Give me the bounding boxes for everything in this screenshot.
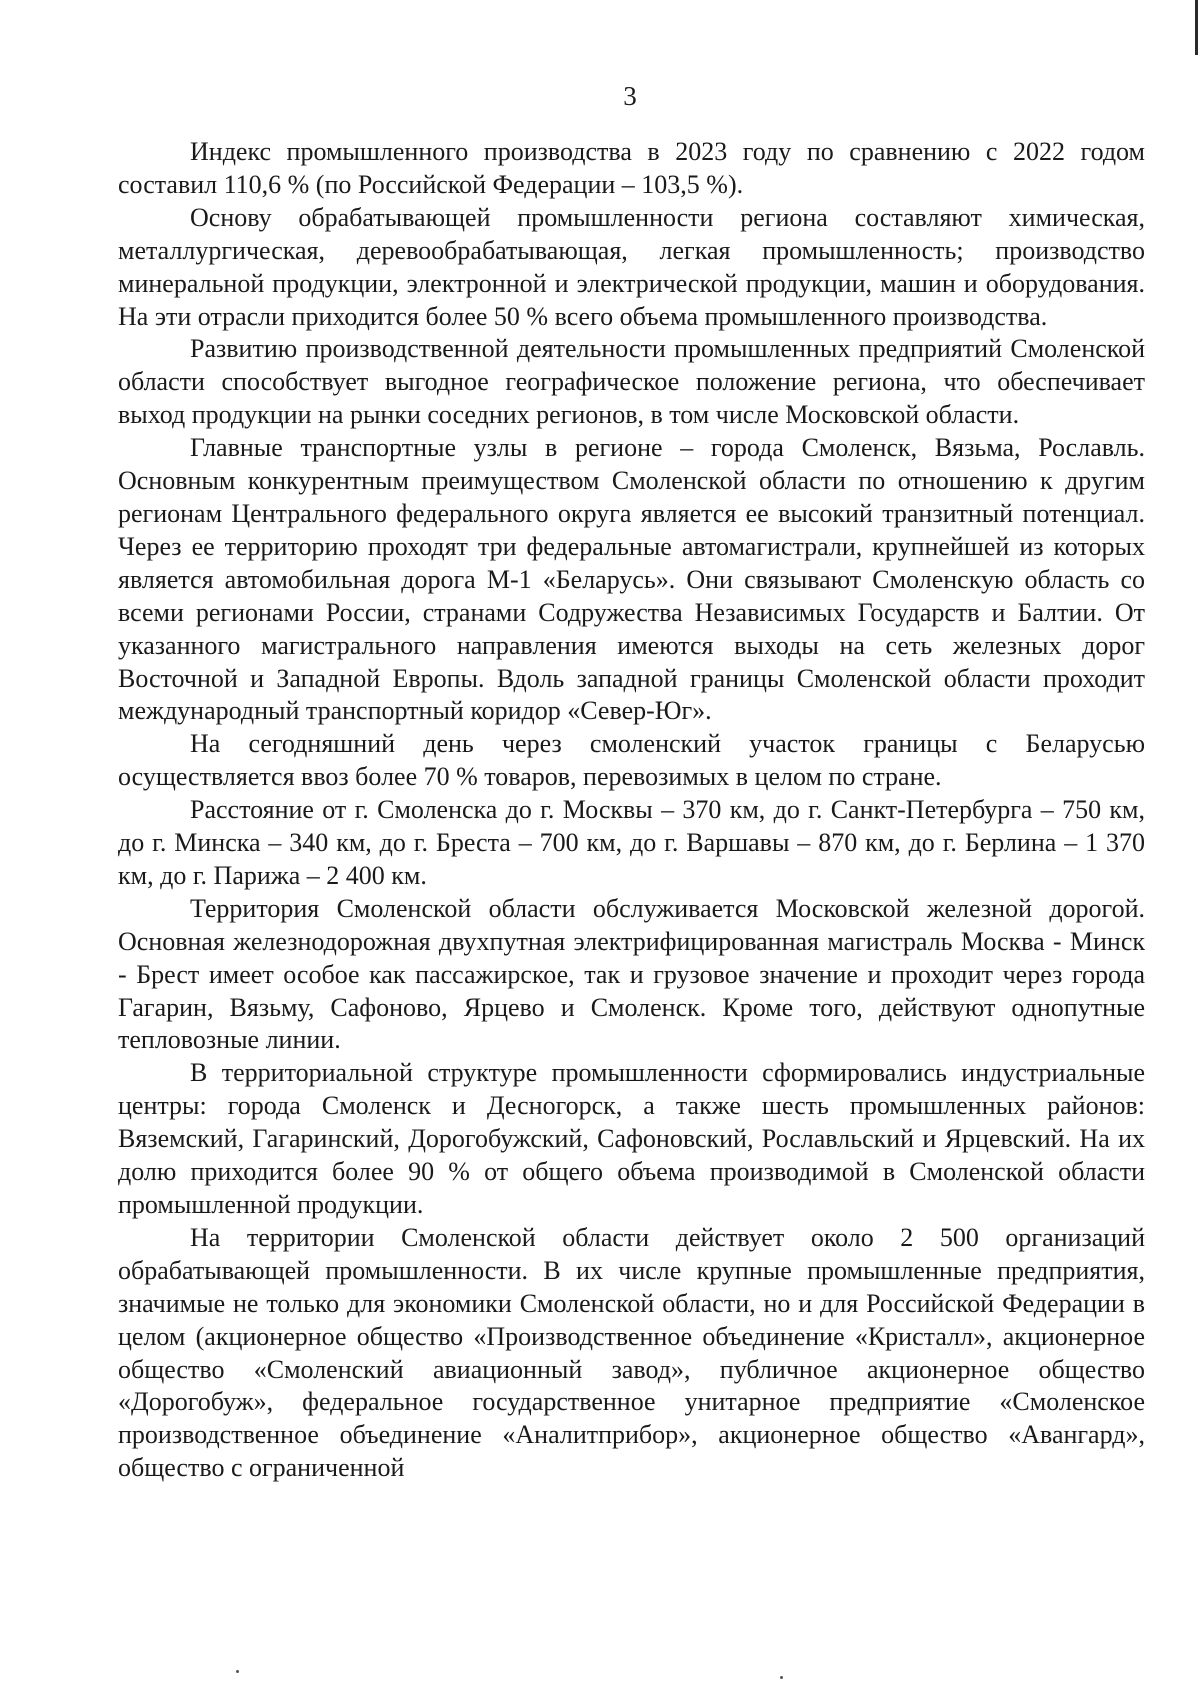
document-body — [118, 136, 1145, 1485]
paragraph-distances: Расстояние от г. Смоленска до г. Москвы – 370 км, до г. Санкт-Петербурга – 750 км, до г. Минска – 340 км, до г. Бреста – 700 км, до г. Варшавы – 870 км, до г. Берлина – 1 370 км, до г. Парижа – 2 400 км. — [118, 795, 1145, 890]
paragraph-production-index: Индекс промышленного производства в 2023 году по сравнению с 2022 годом составил 110,6 % (по Российской Федерации – 103,5 %). — [118, 137, 1145, 199]
page-number: 3 — [623, 81, 637, 111]
paragraph-manufacturing-base: Основу обрабатывающей промышленности региона составляют химическая, металлургическая, деревообрабатывающая, легкая промышленность; производство минеральной продукции, электронной и электрической продукции, машин и оборудования. На эти отрасли приходится более 50 % всего объема промышленного производства. — [118, 202, 1145, 331]
paragraph-geographic-position: Развитию производственной деятельности промышленных предприятий Смоленской области способствует выгодное географическое положение региона, что обеспечивает выход продукции на рынки соседних регионов, в том числе Московской области. — [118, 334, 1145, 430]
paragraph-border-imports: На сегодняшний день через смоленский участок границы с Беларусью осуществляется ввоз более 70 % товаров, перевозимых в целом по стране. — [118, 729, 1145, 792]
scan-edge-line — [1195, 0, 1198, 55]
paragraph-transport-hubs: Главные транспортные узлы в регионе – города Смоленск, Вязьма, Рославль. Основным конкурентным преимуществом Смоленской области по отношению к другим регионам Центрального федерального округа является ее высокий транзитный потенциал. Через ее территорию проходят три федеральные автомагистрали, крупнейшей из которых является автомобильная дорога М-1 «Беларусь». Они связывают Смоленскую область со всеми регионами России, странами Содружества Независимых Государств и Балтии. От указанного магистрального направления имеются выходы на сеть железных дорог Восточной и Западной Европы. Вдоль западной границы Смоленской области проходит международный транспортный коридор «Север-Юг». — [118, 433, 1145, 726]
paragraph-railway: Территория Смоленской области обслуживается Московской железной дорогой. Основная железнодорожная двухпутная электрифицированная магистраль Москва - Минск - Брест имеет особое как пассажирское, так и грузовое значение и проходит через города Гагарин, Вязьму, Сафоново, Ярцево и Смоленск. Кроме того, действуют однопутные тепловозные линии. — [118, 893, 1145, 1055]
scan-speck — [236, 1670, 239, 1673]
paragraph-organizations: На территории Смоленской области действует около 2 500 организаций обрабатывающей промышленности. В их числе крупные промышленные предприятия, значимые не только для экономики Смоленской области, но и для Российской Федерации в целом (акционерное общество «Производственное объединение «Кристалл», акционерное общество «Смоленский авиационный завод», публичное акционерное общество «Дорогобуж», федеральное государственное унитарное предприятие «Смоленское производственное объединение «Аналитприбор», акционерное общество «Авангард», общество с ограниченной — [118, 1222, 1145, 1483]
scan-speck — [780, 1676, 783, 1679]
paragraph-industrial-centers: В территориальной структуре промышленности сформировались индустриальные центры: города Смоленск и Десногорск, а также шесть промышленных районов: Вяземский, Гагаринский, Дорогобужский, Сафоновский, Рославльский и Ярцевский. На их долю приходится более 90 % от общего объема производимой в Смоленской области промышленной продукции. — [118, 1058, 1145, 1219]
